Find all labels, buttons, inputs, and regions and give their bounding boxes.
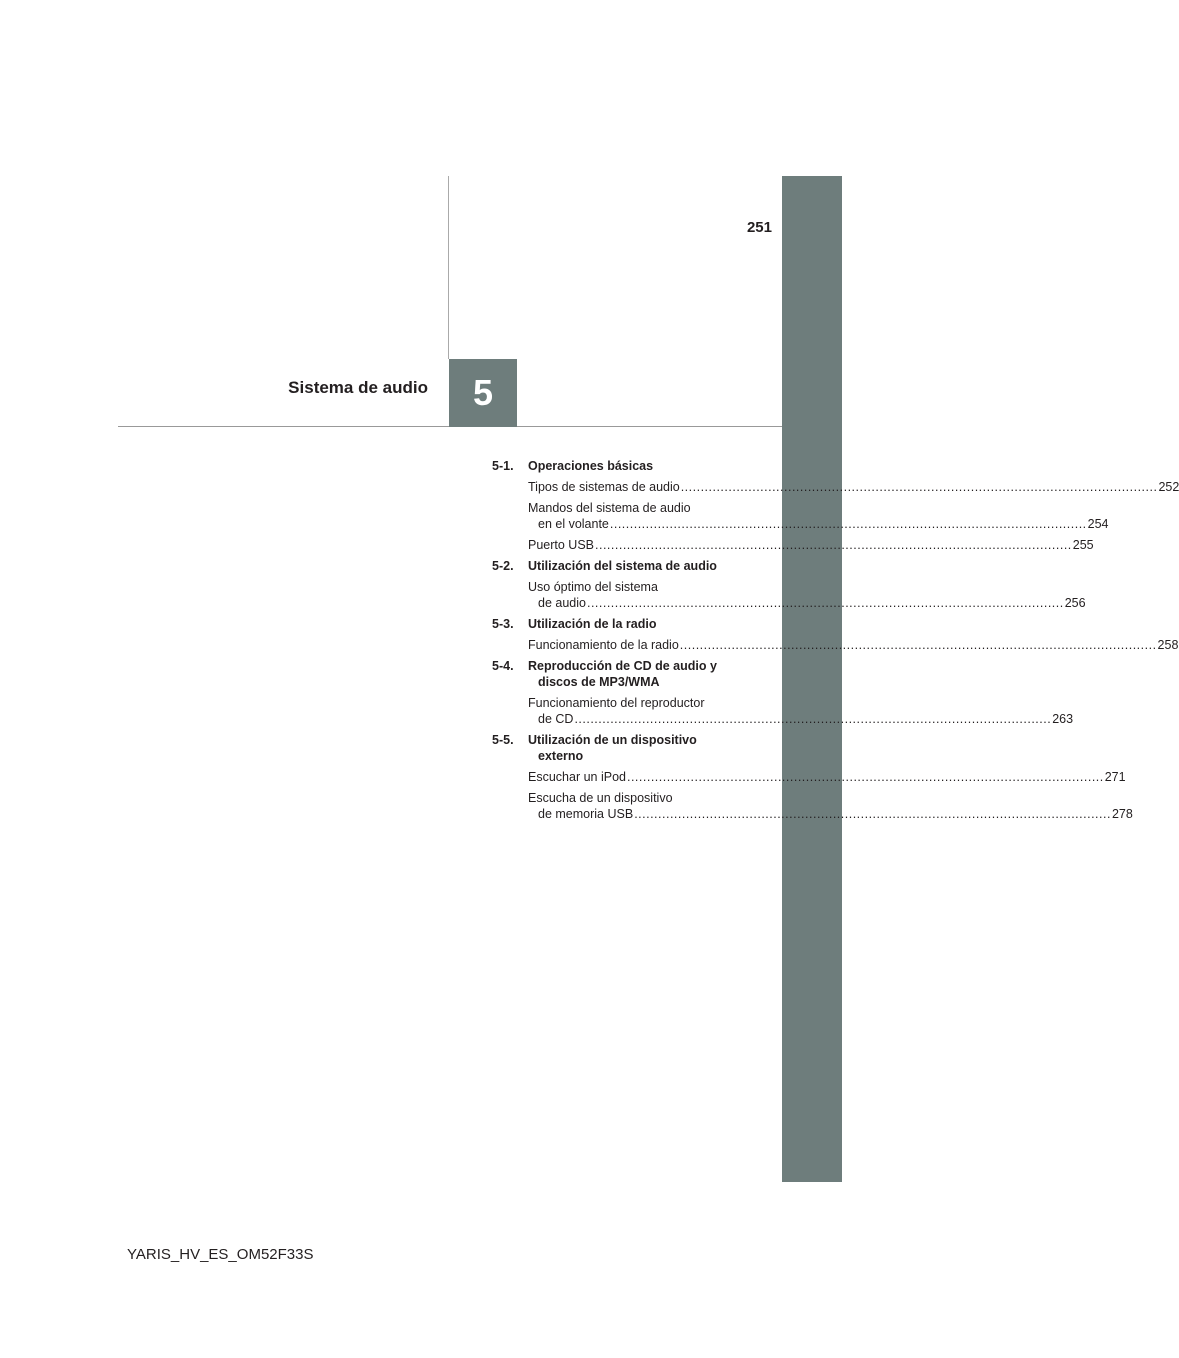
toc-section — [492, 616, 1179, 653]
toc-section-heading — [492, 558, 742, 574]
toc-entry-line — [528, 516, 1109, 532]
toc-entry[interactable] — [528, 537, 1094, 553]
toc-entry[interactable] — [528, 790, 1133, 822]
toc-entry-line — [528, 806, 1133, 822]
toc-entry-line — [528, 695, 742, 711]
toc-entry-line — [528, 579, 742, 595]
toc-entry[interactable] — [528, 500, 1109, 532]
toc-section-title-line: Utilización de un dispositivo — [528, 733, 697, 747]
toc-section-title — [528, 558, 742, 574]
toc-section-number: 5-2. — [492, 559, 514, 573]
chapter-side-tab — [782, 176, 842, 1182]
toc-section — [492, 732, 1133, 822]
toc-entry-line — [528, 769, 1126, 785]
toc-entry-text: Funcionamiento del reproductor — [528, 696, 705, 710]
toc-section-title-line: externo — [538, 749, 584, 763]
toc-section — [492, 558, 1086, 611]
toc-section-heading — [492, 616, 742, 632]
toc-entry-text: Mandos del sistema de audio — [528, 501, 691, 515]
toc-section-number: 5-1. — [492, 459, 514, 473]
vertical-divider — [448, 176, 449, 359]
toc-entry[interactable] — [528, 637, 1179, 653]
toc-entry-page: 255 — [1072, 538, 1094, 552]
toc-dot-leader: ........................................................................................................................ — [574, 712, 1052, 726]
toc-entry-text: de CD — [538, 712, 574, 726]
toc-entry-text: Escucha de un dispositivo — [528, 791, 673, 805]
toc-entry-line — [528, 500, 742, 516]
toc-dot-leader: ........................................................................................................................ — [595, 538, 1072, 552]
chapter-number-box — [449, 359, 517, 427]
toc-entry-text: de audio — [538, 596, 586, 610]
toc-entry-text: Funcionamiento de la radio — [528, 638, 679, 652]
toc-entry-page: 263 — [1052, 712, 1074, 726]
toc-entry[interactable] — [528, 695, 1074, 727]
toc-section-title-line: Utilización del sistema de audio — [528, 559, 717, 573]
toc-section-title — [528, 616, 742, 632]
toc-section-heading — [492, 458, 742, 474]
document-code: YARIS_HV_ES_OM52F33S — [127, 1246, 314, 1263]
toc-section-title-line: Reproducción de CD de audio y — [528, 659, 717, 673]
toc-entry-line — [528, 637, 1179, 653]
toc-entry-page: 256 — [1064, 596, 1086, 610]
toc-section-number: 5-5. — [492, 733, 514, 747]
toc-dot-leader: ........................................................................................................................ — [609, 517, 1087, 531]
toc-section-heading — [492, 732, 742, 764]
toc-entry-text: Tipos de sistemas de audio — [528, 480, 680, 494]
chapter-number: 5 — [472, 372, 494, 413]
toc-entry-page: 271 — [1104, 770, 1126, 784]
toc-entry-line — [528, 537, 1094, 553]
toc-section-number: 5-3. — [492, 617, 514, 631]
toc-section-title — [528, 658, 742, 690]
toc-entry-line — [528, 790, 742, 806]
page-number: 251 — [746, 219, 772, 236]
toc-entry-text: en el volante — [538, 517, 609, 531]
toc-dot-leader: ........................................................................................................................ — [634, 807, 1111, 821]
toc-dot-leader: ........................................................................................................................ — [679, 638, 1157, 652]
toc-entry-page: 258 — [1157, 638, 1179, 652]
toc-dot-leader: ........................................................................................................................ — [680, 480, 1158, 494]
toc-entry-page: 254 — [1087, 517, 1109, 531]
toc-entry-text: Puerto USB — [528, 538, 595, 552]
toc-section-number: 5-4. — [492, 659, 514, 673]
toc-section — [492, 658, 1074, 727]
toc-section-title-line: Utilización de la radio — [528, 617, 657, 631]
toc-entry-page: 278 — [1111, 807, 1133, 821]
table-of-contents — [492, 458, 1179, 827]
toc-dot-leader: ........................................................................................................................ — [626, 770, 1104, 784]
toc-section-title — [528, 458, 742, 474]
toc-section-title-line: Operaciones básicas — [528, 459, 654, 473]
toc-entry-line — [528, 595, 1086, 611]
toc-dot-leader: ........................................................................................................................ — [586, 596, 1064, 610]
toc-section — [492, 458, 1179, 553]
toc-entry-line — [528, 479, 1179, 495]
toc-entry-text: de memoria USB — [538, 807, 634, 821]
toc-entry[interactable] — [528, 769, 1126, 785]
toc-section-heading — [492, 658, 742, 690]
toc-entry-line — [528, 711, 1074, 727]
chapter-title: Sistema de audio — [288, 378, 428, 397]
toc-section-title-line: discos de MP3/WMA — [538, 675, 660, 689]
toc-section-title — [528, 732, 742, 764]
toc-entry[interactable] — [528, 479, 1179, 495]
toc-entry[interactable] — [528, 579, 1086, 611]
toc-entry-text: Escuchar un iPod — [528, 770, 626, 784]
toc-entry-text: Uso óptimo del sistema — [528, 580, 658, 594]
toc-entry-page: 252 — [1158, 480, 1179, 494]
